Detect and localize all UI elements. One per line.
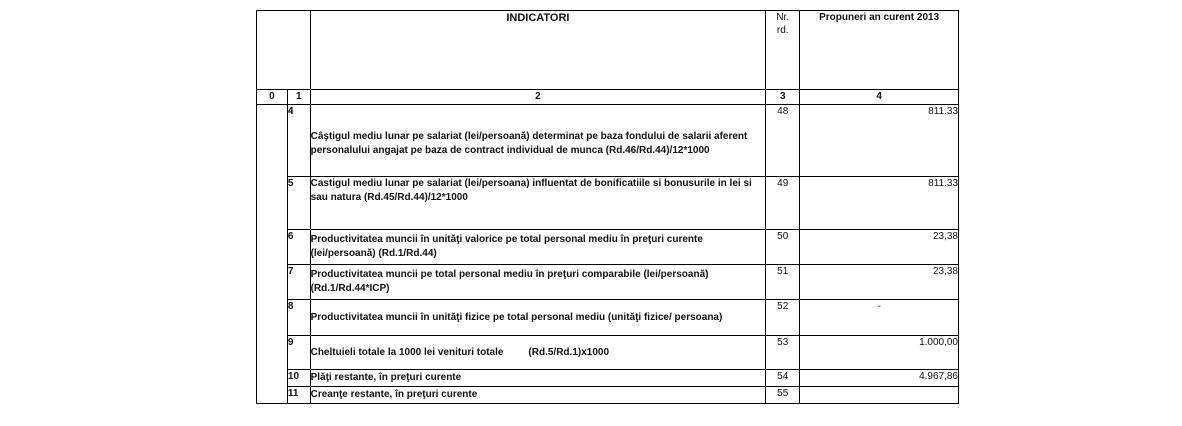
row-value: - <box>800 300 959 336</box>
row-nr-rd: 48 <box>766 105 800 177</box>
colnum-4: 4 <box>800 90 959 105</box>
row-number: 5 <box>287 177 310 230</box>
row-number: 9 <box>287 336 310 370</box>
indicator-text: Cheltuieli totale la 1000 lei venituri totale (Rd.5/Rd.1)x1000 <box>310 336 766 370</box>
table-header-row <box>257 11 959 90</box>
row-number: 4 <box>287 105 310 177</box>
table-row <box>257 336 959 370</box>
table-row <box>257 387 959 404</box>
row-number: 10 <box>287 370 310 387</box>
row-nr-rd: 54 <box>766 370 800 387</box>
indicator-text: Creanţe restante, în preţuri curente <box>310 387 766 404</box>
row-value: 4.967,86 <box>800 370 959 387</box>
row-number: 8 <box>287 300 310 336</box>
table-row <box>257 177 959 230</box>
header-nr-rd <box>766 11 800 90</box>
row-nr-rd: 52 <box>766 300 800 336</box>
indicator-text: Productivitatea muncii în unităţi valorice pe total personal mediu în preţuri curente (lei/persoană) (Rd.1/Rd.44) <box>310 230 766 265</box>
table-row <box>257 230 959 265</box>
indicator-text: Productivitatea muncii pe total personal mediu în preţuri comparabile (lei/persoană) (Rd.1/Rd.44*ICP) <box>310 265 766 300</box>
colnum-0: 0 <box>257 90 288 105</box>
header-propuneri: Propuneri an curent 2013 <box>800 11 959 90</box>
row-value: 811.33 <box>800 105 959 177</box>
row-value: 23,38 <box>800 230 959 265</box>
column-number-row <box>257 90 959 105</box>
colnum-2: 2 <box>310 90 766 105</box>
indicator-text: Câştigul mediu lunar pe salariat (lei/persoană) determinat pe baza fondului de salarii aferent personalului angajat pe baza de contract individual de munca (Rd.46/Rd.44)/12*1000 <box>310 105 766 177</box>
row-value: 811.33 <box>800 177 959 230</box>
row-number: 7 <box>287 265 310 300</box>
indicator-text: Plăţi restante, în preţuri curente <box>310 370 766 387</box>
row-nr-rd: 55 <box>766 387 800 404</box>
header-indicatori: INDICATORI <box>310 11 766 90</box>
table-row <box>257 105 959 177</box>
row-number: 6 <box>287 230 310 265</box>
row-value: 23,38 <box>800 265 959 300</box>
row-nr-rd: 53 <box>766 336 800 370</box>
row-value: 1.000,00 <box>800 336 959 370</box>
row-nr-rd: 51 <box>766 265 800 300</box>
table-row <box>257 265 959 300</box>
header-blank-cell <box>257 11 311 90</box>
row-nr-rd: 50 <box>766 230 800 265</box>
table-row <box>257 300 959 336</box>
indicator-text: Productivitatea muncii în unităţi fizice pe total personal mediu (unităţi fizice/ persoana) <box>310 300 766 336</box>
indicator-text: Castigul mediu lunar pe salariat (lei/persoana) influentat de bonificatiile si bonusurile in lei si sau natura (Rd.45/Rd.44)/12*1000 <box>310 177 766 230</box>
header-nr-rd-label: Nr. rd. <box>776 12 790 36</box>
row-nr-rd: 49 <box>766 177 800 230</box>
colnum-1: 1 <box>287 90 310 105</box>
colnum-3: 3 <box>766 90 800 105</box>
row-number: 11 <box>287 387 310 404</box>
row-value <box>800 387 959 404</box>
table-row <box>257 370 959 387</box>
blank-column-cell <box>257 105 288 404</box>
indicators-table <box>256 10 959 404</box>
